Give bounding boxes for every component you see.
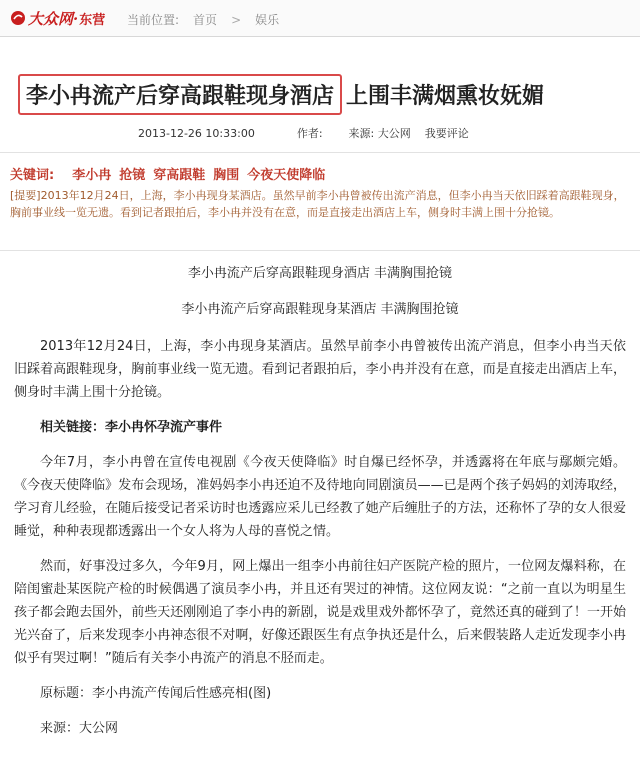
spacer (14, 439, 626, 451)
paragraph: 2013年12月24日，上海，李小冉现身某酒店。虽然早前李小冉曾被传出流产消息，但李小冉当天依旧踩着高跟鞋现身，胸前事业线一览无遗。看到记者跟拍后，李小冉并没有在意，而是直接走出酒店上车，侧身时丰满上围十分抢镜。 (14, 339, 626, 400)
paragraph: 然而，好事没过多久，今年9月，网上爆出一组李小冉前往妇产医院产检的照片，一位网友爆料称，在陪闺蜜赴某医院产检的时候偶遇了演员李小冉，并且还有哭过的神情。这位网友说：“之前一直以为明星生孩子都会跑去国外，前些天还刚刚追了李小冉的新剧，说是戏里戏外都怀孕了，竟然还真的碰到了！一开始光兴奋了，后来发现李小冉神态很不对啊，好像还跟医生有点争执还是什么，后来假装路人走近发现李小冉似乎有哭过啊！”随后有关李小冉流产的消息不胫而走。 (14, 559, 626, 666)
top-navigation-bar (0, 0, 640, 37)
spacer (14, 543, 626, 555)
keyword-link[interactable]: 胸围 (213, 168, 240, 183)
keyword-link[interactable]: 穿高跟鞋 (153, 168, 206, 183)
related-label: 相关链接： (40, 420, 106, 435)
author-label: 作者: (296, 127, 323, 140)
paragraph: 今年7月，李小冉曾在宣传电视剧《今夜天使降临》时自爆已经怀孕，并透露将在年底与鄢颇完婚。《今夜天使降临》发布会现场，准妈妈李小冉还迫不及待地向同剧演员——已是两个孩子妈妈的刘涛取经，学习育儿经验，在随后接受记者采访时也透露应采儿已经教了她产后缠肚子的方法，还称怀了孕的女人很爱睡觉，种种表现都透露出一个女人将为人母的喜悦之情。 (14, 455, 626, 539)
article-title (18, 74, 544, 114)
article-body (14, 262, 626, 740)
chevron-right-icon: > (231, 12, 242, 27)
divider (0, 250, 640, 251)
keyword-link[interactable]: 今夜天使降临 (247, 168, 326, 183)
publish-date: 2013-12-26 10:33:00 (138, 126, 255, 140)
title-rest: 上围丰满烟熏妆妩媚 (346, 83, 545, 109)
article-summary: [提要]2013年12月24日，上海，李小冉现身某酒店。虽然早前李小冉曾被传出流产消息，但李小冉当天依旧踩着高跟鞋现身，胸前事业线一览无遗。看到记者跟拍后，李小冉并没有在意，而是直接走出酒店上车，侧身时丰满上围十分抢镜。 (10, 189, 625, 219)
breadcrumb-section-link[interactable]: 娱乐 (255, 13, 280, 27)
source-label: 来源: 大公网 (348, 127, 411, 140)
site-logo[interactable] (10, 7, 105, 29)
article-meta (138, 125, 469, 141)
spacer (14, 705, 626, 717)
image-caption: 李小冉流产后穿高跟鞋现身某酒店 丰满胸围抢镜 (181, 302, 459, 317)
logo-text: 大众网· (28, 9, 79, 28)
breadcrumb-label: 当前位置: (127, 13, 180, 27)
divider (0, 152, 640, 153)
logo-city: 东营 (79, 12, 106, 28)
keywords-bar (10, 164, 333, 183)
article-source: 来源：大公网 (40, 721, 119, 736)
comment-link[interactable]: 我要评论 (424, 127, 469, 140)
image-caption: 李小冉流产后穿高跟鞋现身酒店 丰满胸围抢镜 (187, 266, 453, 281)
spacer (14, 286, 626, 298)
related-links (14, 416, 626, 439)
keyword-link[interactable]: 抢镜 (119, 168, 146, 183)
spacer (14, 322, 626, 335)
original-title: 原标题：李小冉流产传闻后性感亮相(图) (40, 686, 272, 701)
keywords-label: 关键词: (10, 168, 55, 183)
logo-mark-icon (10, 10, 26, 26)
related-link[interactable]: 李小冉怀孕流产事件 (105, 420, 223, 435)
spacer (14, 404, 626, 416)
keyword-link[interactable]: 李小冉 (72, 168, 112, 183)
title-highlight: 李小冉流产后穿高跟鞋现身酒店 (18, 74, 342, 115)
spacer (14, 670, 626, 682)
breadcrumb-home-link[interactable]: 首页 (193, 13, 218, 27)
breadcrumb (127, 11, 293, 28)
